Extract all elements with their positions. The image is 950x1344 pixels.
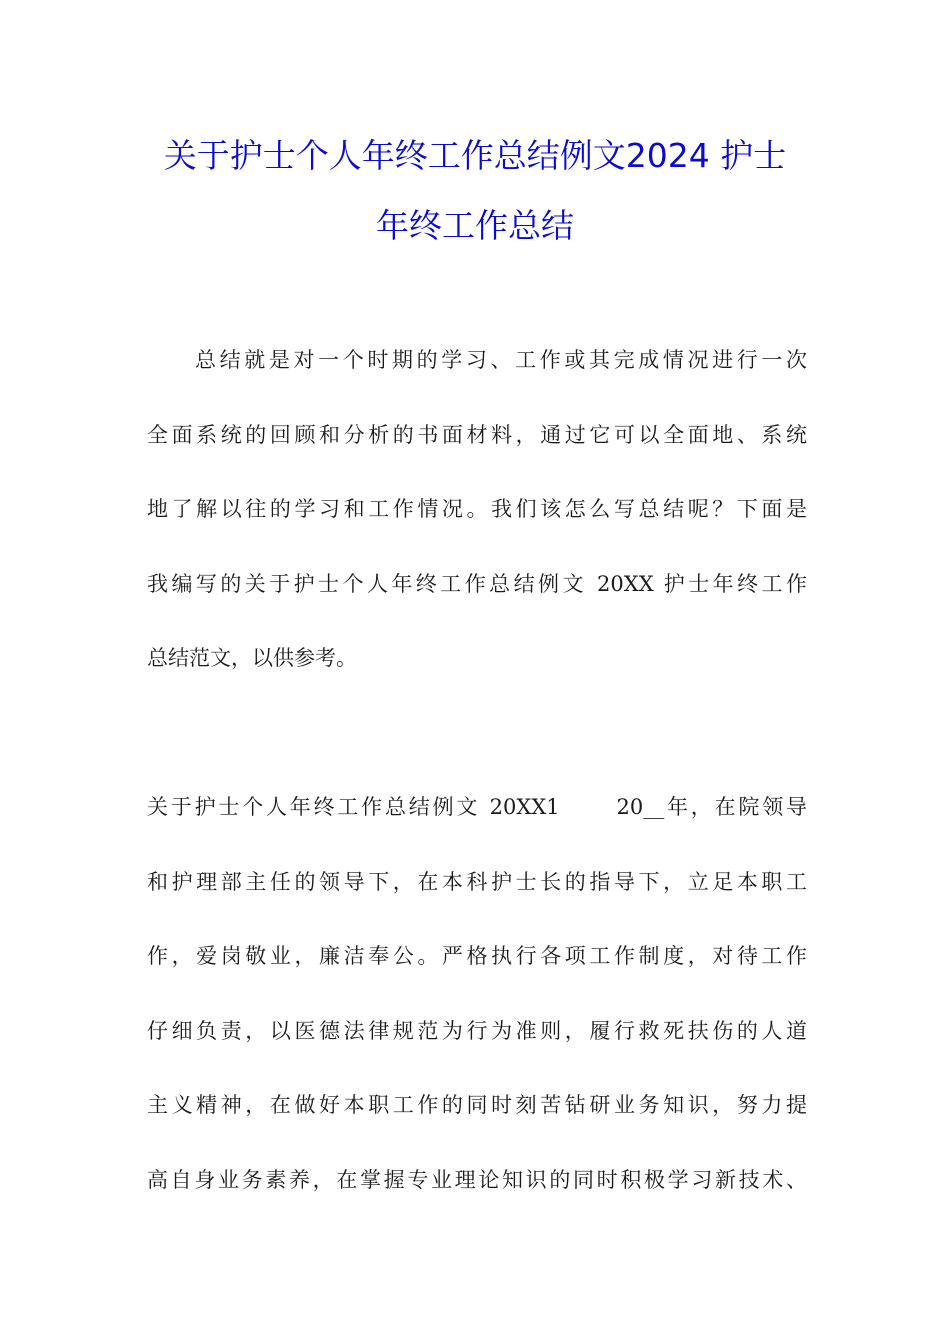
intro-line-1: 总结就是对一个时期的学习、工作或其完成情况进行一次 (195, 348, 807, 372)
body-line-6: 高自身业务素养，在掌握专业理论知识的同时积极学习新技术、 (147, 1168, 807, 1192)
intro-line-5: 总结范文，以供参考。 (147, 646, 357, 670)
intro-line-3: 地了解以往的学习和工作情况。我们该怎么写总结呢？下面是 (147, 497, 807, 521)
body-line-5: 主义精神，在做好本职工作的同时刻苦钻研业务知识，努力提 (147, 1093, 807, 1117)
body-line-4: 仔细负责，以医德法律规范为行为准则，履行救死扶伤的人道 (147, 1019, 807, 1043)
document-title-line-2: 年终工作总结 (376, 206, 574, 245)
document-title-line-1: 关于护士个人年终工作总结例文2024 护士 (163, 136, 787, 175)
body-line-1: 关于护士个人年终工作总结例文 20XX1 20__年，在院领导 (147, 795, 807, 819)
body-line-2: 和护理部主任的领导下，在本科护士长的指导下，立足本职工 (147, 870, 807, 894)
intro-line-2: 全面系统的回顾和分析的书面材料，通过它可以全面地、系统 (147, 423, 807, 447)
body-line-3: 作，爱岗敬业，廉洁奉公。严格执行各项工作制度，对待工作 (147, 944, 807, 968)
intro-line-4: 我编写的关于护士个人年终工作总结例文 20XX 护士年终工作 (147, 572, 807, 596)
